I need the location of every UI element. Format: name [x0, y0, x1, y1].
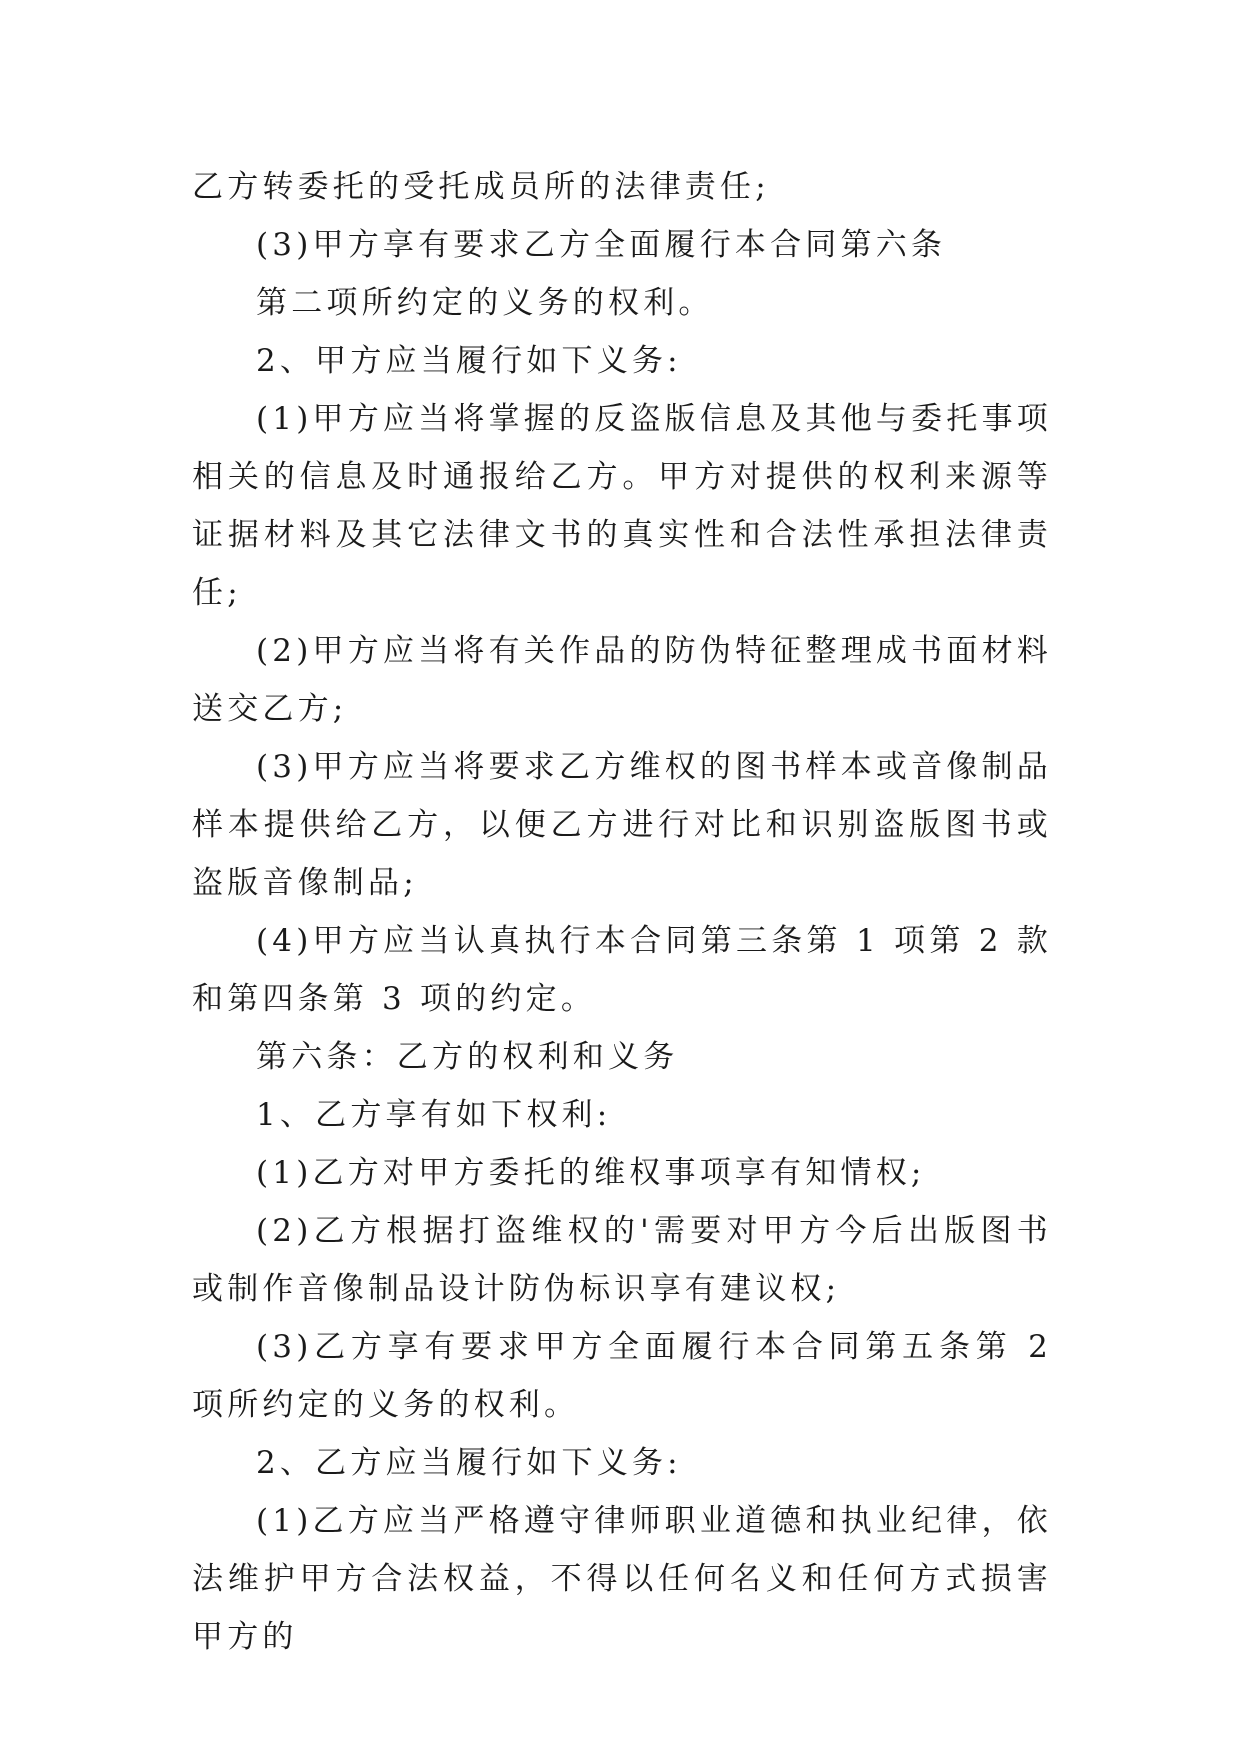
paragraph: 乙方转委托的受托成员所的法律责任; [192, 169, 770, 205]
paragraph: (2)乙方根据打盗维权的'需要对甲方今后出版图书或制作音像制品设计防伪标识享有建议权; [192, 1213, 1052, 1307]
paragraph: (2)甲方应当将有关作品的防伪特征整理成书面材料送交乙方; [192, 633, 1052, 727]
paragraph: (3)甲方享有要求乙方全面履行本合同第六条 [256, 227, 947, 263]
paragraph: (1)乙方对甲方委托的维权事项享有知情权; [256, 1155, 926, 1191]
paragraph: (1)甲方应当将掌握的反盗版信息及其他与委托事项相关的信息及时通报给乙方。甲方对提供的权利来源等证据材料及其它法律文书的真实性和合法性承担法律责任; [192, 401, 1052, 611]
document-body [192, 158, 1052, 1666]
paragraph: 2、甲方应当履行如下义务: [256, 343, 682, 379]
paragraph: 1、乙方享有如下权利: [256, 1097, 612, 1133]
paragraph: 2、乙方应当履行如下义务: [256, 1445, 682, 1481]
section-heading: 第六条：乙方的权利和义务 [256, 1039, 679, 1075]
paragraph: (3)甲方应当将要求乙方维权的图书样本或音像制品样本提供给乙方，以便乙方进行对比和识别盗版图书或盗版音像制品; [192, 749, 1052, 901]
paragraph: (4)甲方应当认真执行本合同第三条第 1 项第 2 款和第四条第 3 项的约定。 [192, 923, 1052, 1017]
paragraph: 第二项所约定的义务的权利。 [256, 285, 714, 321]
paragraph: (3)乙方享有要求甲方全面履行本合同第五条第 2 项所约定的义务的权利。 [192, 1329, 1052, 1423]
paragraph: (1)乙方应当严格遵守律师职业道德和执业纪律，依法维护甲方合法权益，不得以任何名义和任何方式损害甲方的 [192, 1503, 1052, 1655]
